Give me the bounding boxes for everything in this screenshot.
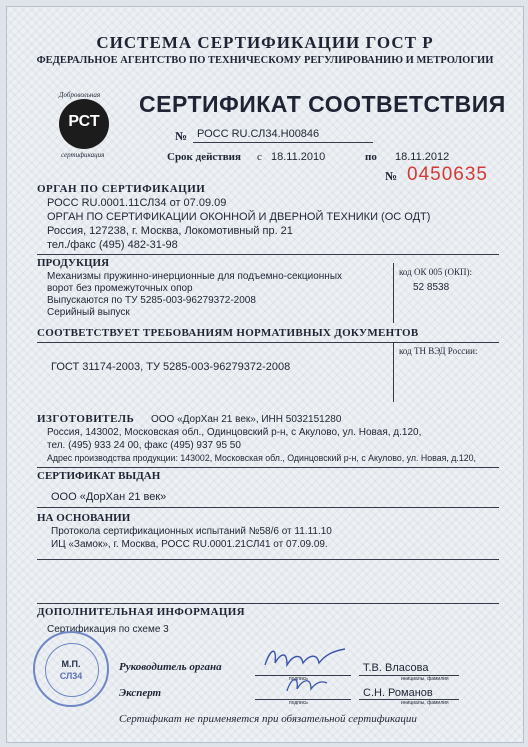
logo-top-text: Добровольная — [59, 91, 101, 99]
validity-to: 18.11.2012 — [395, 151, 450, 163]
expert-name: С.Н. Романов — [363, 687, 433, 699]
stamp-code: СЛ34 — [59, 671, 83, 681]
product-heading: ПРОДУКЦИЯ — [37, 257, 110, 269]
product-line: Серийный выпуск — [47, 307, 130, 318]
expert-label: Эксперт — [119, 687, 162, 699]
conformity-heading: СООТВЕТСТВУЕТ ТРЕБОВАНИЯМ НОРМАТИВНЫХ ДОКУМЕНТОВ — [37, 327, 419, 339]
footer-note: Сертификат не применяется при обязательной сертификации — [119, 713, 417, 725]
manufacturer-name: ООО «ДорХан 21 век», ИНН 5032151280 — [151, 414, 342, 425]
cert-body-line: РОСС RU.0001.11СЛ34 от 07.09.09 — [47, 197, 227, 209]
expert-name-caption: инициалы, фамилия — [401, 700, 449, 706]
basis-line: ИЦ «Замок», г. Москва, РОСС RU.0001.21СЛ41 от 07.09.09. — [51, 539, 328, 550]
logo-mark: РСТ — [68, 113, 100, 130]
issued-to-heading: СЕРТИФИКАТ ВЫДАН — [37, 470, 161, 482]
validity-to-prefix: по — [365, 151, 377, 163]
product-line: ворот без промежуточных опор — [47, 283, 193, 294]
okp-label: код ОК 005 (ОКП): — [399, 267, 472, 277]
serial-number: 0450635 — [407, 164, 488, 185]
logo-bottom-text: сертификация — [61, 151, 105, 159]
cert-body-line: тел./факс (495) 482-31-98 — [47, 239, 178, 251]
validity-label: Срок действия — [167, 151, 241, 163]
tnved-label: код ТН ВЭД России: — [399, 346, 478, 356]
certificate-sheet — [6, 6, 524, 743]
additional-text: Сертификация по схеме 3 — [47, 624, 169, 635]
certificate-title: СЕРТИФИКАТ СООТВЕТСТВИЯ — [139, 91, 506, 117]
serial-label: № — [385, 169, 398, 183]
basis-heading: НА ОСНОВАНИИ — [37, 512, 131, 524]
system-title: СИСТЕМА СЕРТИФИКАЦИИ ГОСТ Р — [96, 33, 434, 52]
basis-line: Протокола сертификационных испытаний №58/6 от 11.11.10 — [51, 526, 332, 537]
head-signature-icon — [261, 643, 349, 673]
additional-heading: ДОПОЛНИТЕЛЬНАЯ ИНФОРМАЦИЯ — [37, 606, 245, 618]
head-label: Руководитель органа — [119, 661, 222, 673]
head-sig-caption: подпись — [289, 676, 308, 682]
cert-body-heading: ОРГАН ПО СЕРТИФИКАЦИИ — [37, 183, 206, 195]
cert-body-line: ОРГАН ПО СЕРТИФИКАЦИИ ОКОННОЙ И ДВЕРНОЙ ТЕХНИКИ (ОС ОДТ) — [47, 211, 431, 223]
product-line: Выпускаются по ТУ 5285-003-96279372-2008 — [47, 295, 256, 306]
okp-code: 52 8538 — [413, 282, 450, 293]
conformity-docs: ГОСТ 31174-2003, ТУ 5285-003-96279372-2008 — [51, 361, 291, 373]
manufacturer-heading: ИЗГОТОВИТЕЛЬ — [37, 413, 135, 425]
head-name-caption: инициалы, фамилия — [401, 676, 449, 682]
number-label: № — [175, 129, 188, 143]
validity-from-prefix: с — [257, 151, 262, 163]
product-line: Механизмы пружинно-инерционные для подъемно-секционных — [47, 271, 343, 282]
official-stamp-icon — [33, 631, 109, 707]
cert-body-line: Россия, 127238, г. Москва, Локомотивный пр. 21 — [47, 225, 293, 237]
head-name: Т.В. Власова — [363, 662, 429, 674]
rst-logo-icon — [59, 99, 109, 149]
certificate-number: РОСС RU.СЛ34.Н00846 — [197, 128, 320, 140]
validity-from: 18.11.2010 — [271, 151, 326, 163]
stamp-mp: М.П. — [61, 659, 81, 669]
expert-sig-caption: подпись — [289, 700, 308, 706]
expert-signature-icon — [281, 671, 331, 699]
manufacturer-line: Адрес производства продукции: 143002, Московская обл., Одинцовский р-н, с Акулово, ул. Новая, д.120, — [47, 453, 476, 463]
manufacturer-line: тел. (495) 933 24 00, факс (495) 937 95 50 — [47, 440, 241, 451]
manufacturer-line: Россия, 143002, Московская обл., Одинцовский р-н, с Акулово, ул. Новая, д.120, — [47, 427, 422, 438]
agency-name: ФЕДЕРАЛЬНОЕ АГЕНТСТВО ПО ТЕХНИЧЕСКОМУ РЕГУЛИРОВАНИЮ И МЕТРОЛОГИИ — [36, 55, 494, 66]
issued-to-name: ООО «ДорХан 21 век» — [51, 491, 167, 503]
